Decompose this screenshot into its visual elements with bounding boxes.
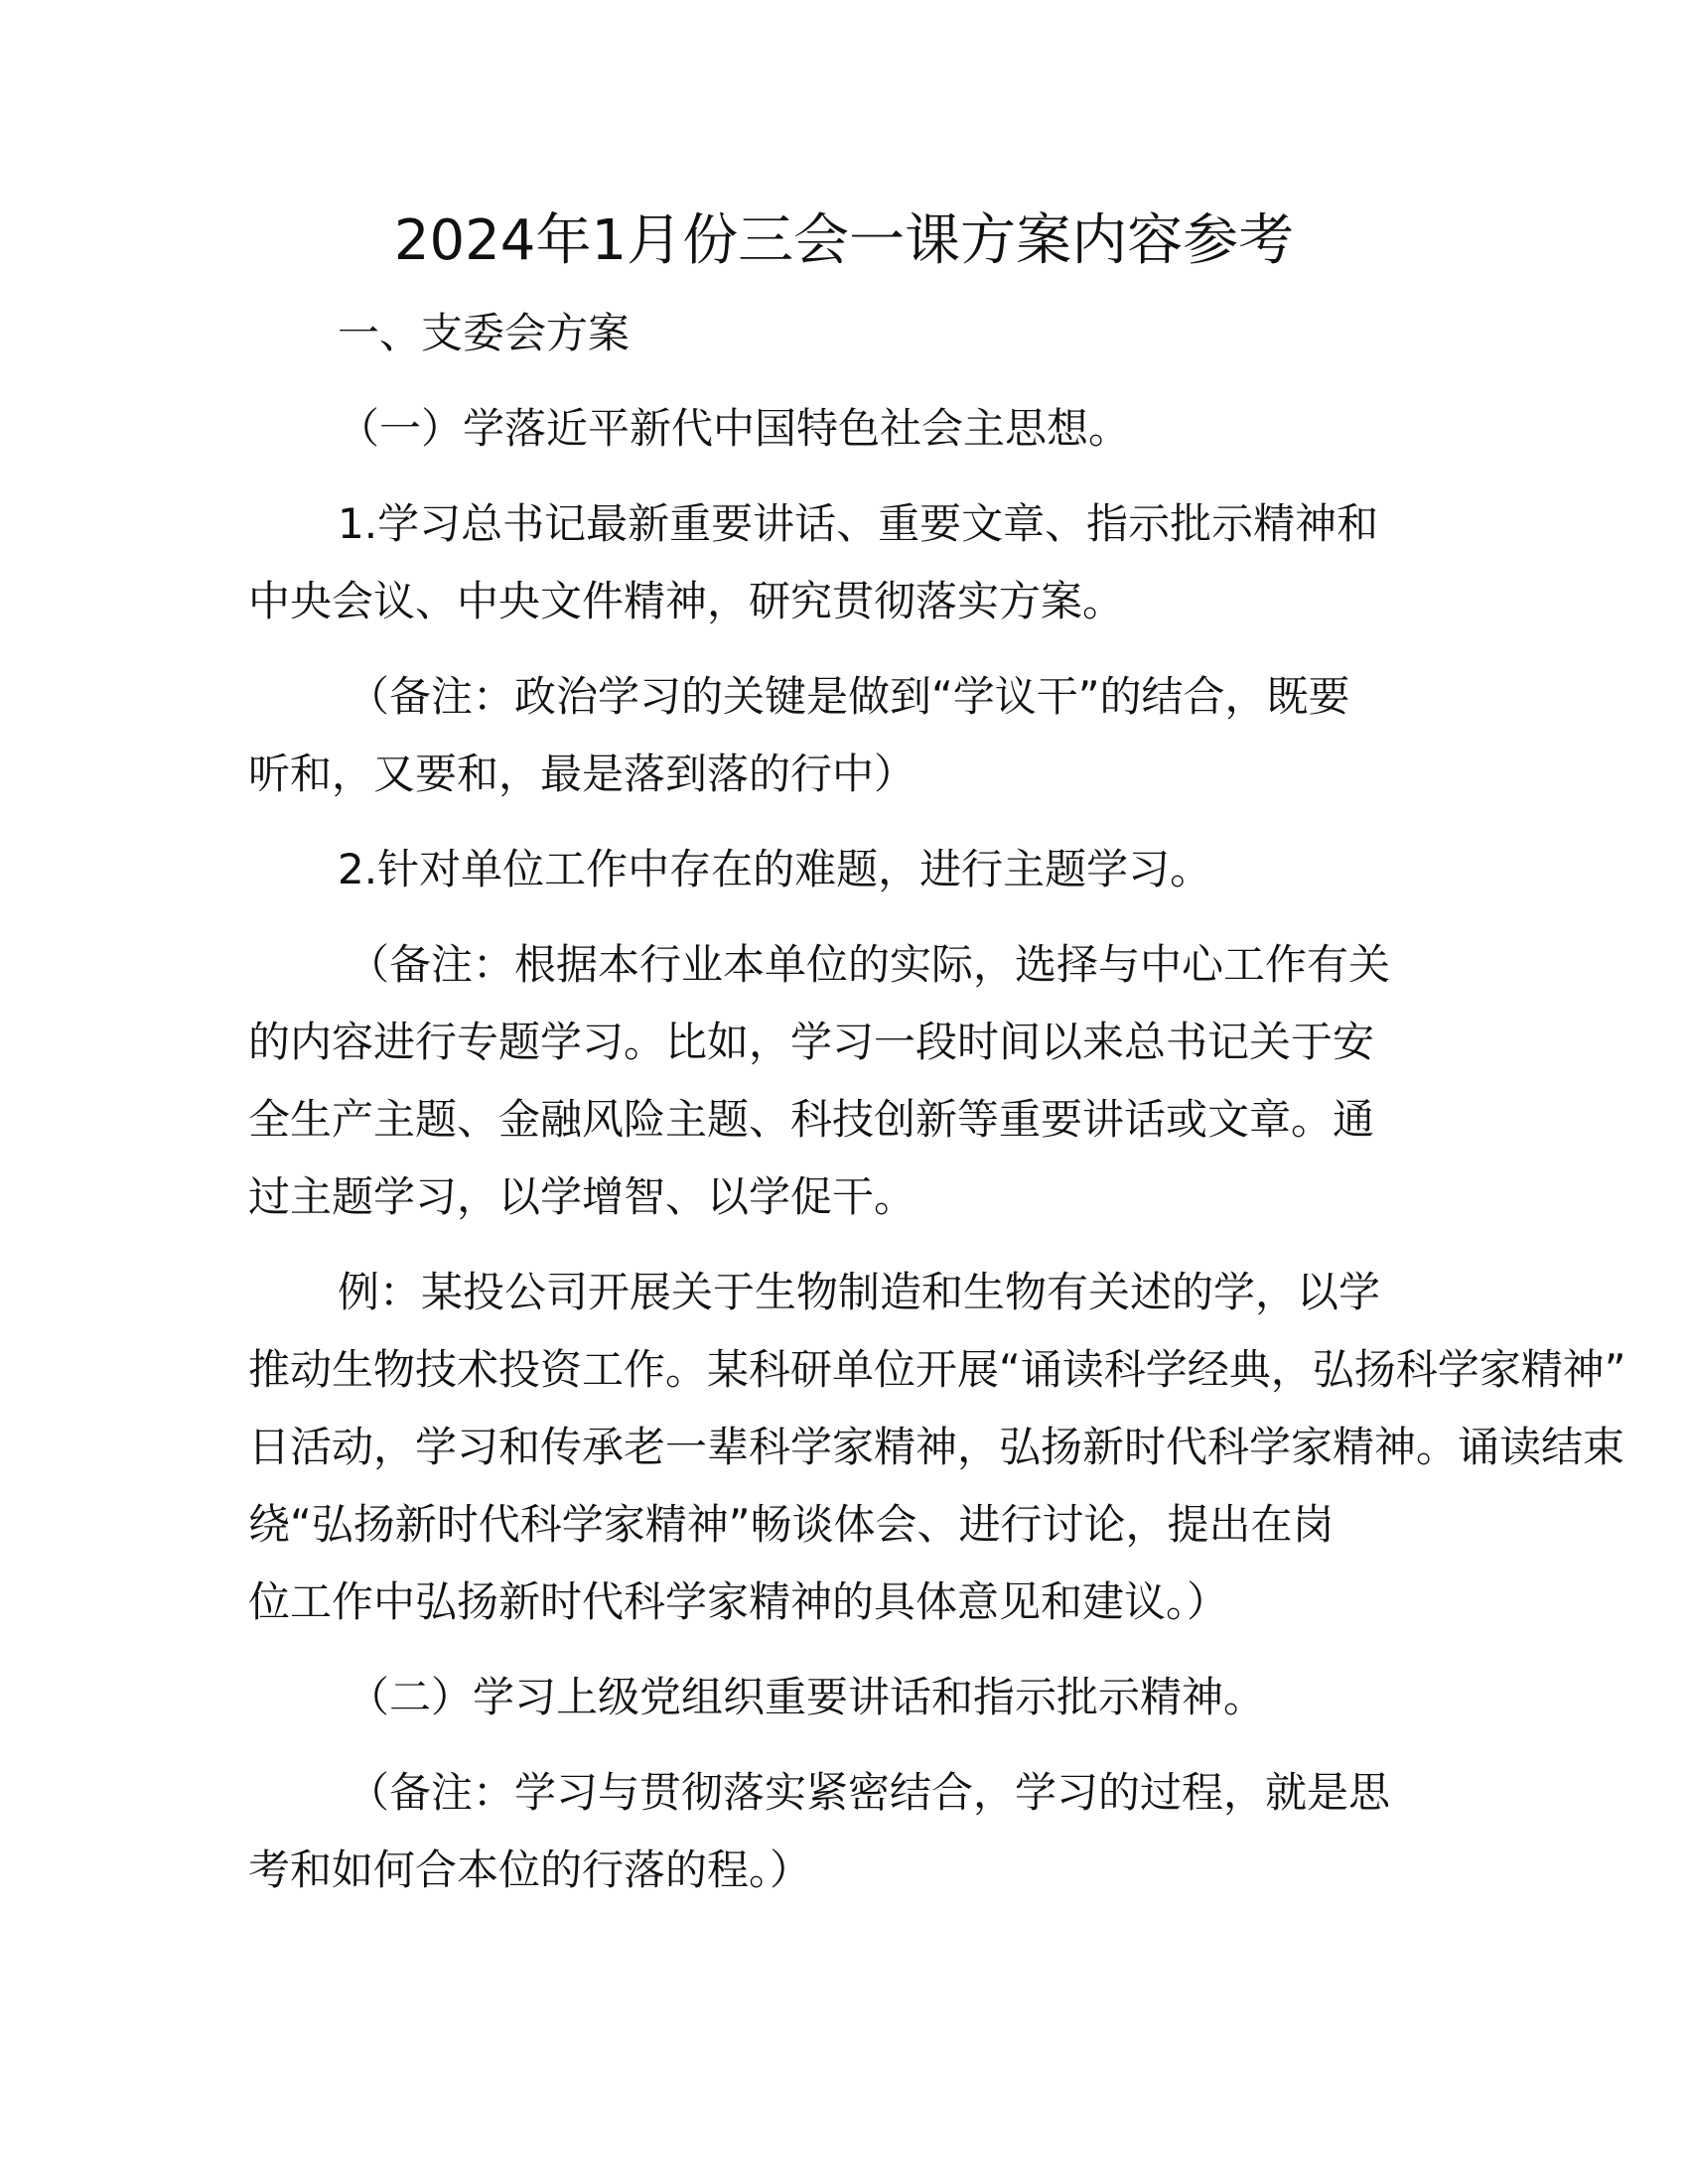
example-line: 推动生物技术投资工作。某科研单位开展“诵读科学经典，弘扬科学家精神” <box>248 1345 1626 1394</box>
example-line: 例：某投公司开展关于生物制造和生物有关述的学，以学 <box>338 1268 1381 1316</box>
note-line: 考和如何合本位的行落的程。） <box>248 1845 812 1894</box>
section-heading-1: 一、支委会方案 <box>338 309 631 357</box>
paragraph-line: 2.针对单位工作中存在的难题，进行主题学习。 <box>338 845 1212 893</box>
page-title: 2024年1月份三会一课方案内容参考 <box>393 208 1295 273</box>
note-line: 的内容进行专题学习。比如，学习一段时间以来总书记关于安 <box>248 1018 1375 1066</box>
note-line: 全生产主题、金融风险主题、科技创新等重要讲话或文章。通 <box>248 1095 1375 1144</box>
example-line: 日活动，学习和传承老一辈科学家精神，弘扬新时代科学家精神。诵读结束 <box>248 1423 1625 1471</box>
note-line: 过主题学习，以学增智、以学促干。 <box>248 1172 916 1221</box>
note-line: （备注：学习与贯彻落实紧密结合，学习的过程，就是思 <box>348 1768 1391 1817</box>
subsection-heading-1: （一）学落近平新代中国特色社会主思想。 <box>338 404 1131 453</box>
paragraph-line: 中央会议、中央文件精神，研究贯彻落实方案。 <box>248 577 1125 625</box>
example-line: 位工作中弘扬新时代科学家精神的具体意见和建议。） <box>248 1577 1229 1626</box>
subsection-heading-2: （二）学习上级党组织重要讲话和指示批示精神。 <box>348 1673 1266 1721</box>
note-line: 听和，又要和，最是落到落的行中） <box>248 750 916 798</box>
paragraph-line: 1.学习总书记最新重要讲话、重要文章、指示批示精神和 <box>338 499 1379 548</box>
example-line: 绕“弘扬新时代科学家精神”畅谈体会、进行讨论，提出在岗 <box>248 1500 1335 1549</box>
note-line: （备注：根据本行业本单位的实际，选择与中心工作有关 <box>348 940 1391 989</box>
note-line: （备注：政治学习的关键是做到“学议干”的结合，既要 <box>348 672 1350 721</box>
